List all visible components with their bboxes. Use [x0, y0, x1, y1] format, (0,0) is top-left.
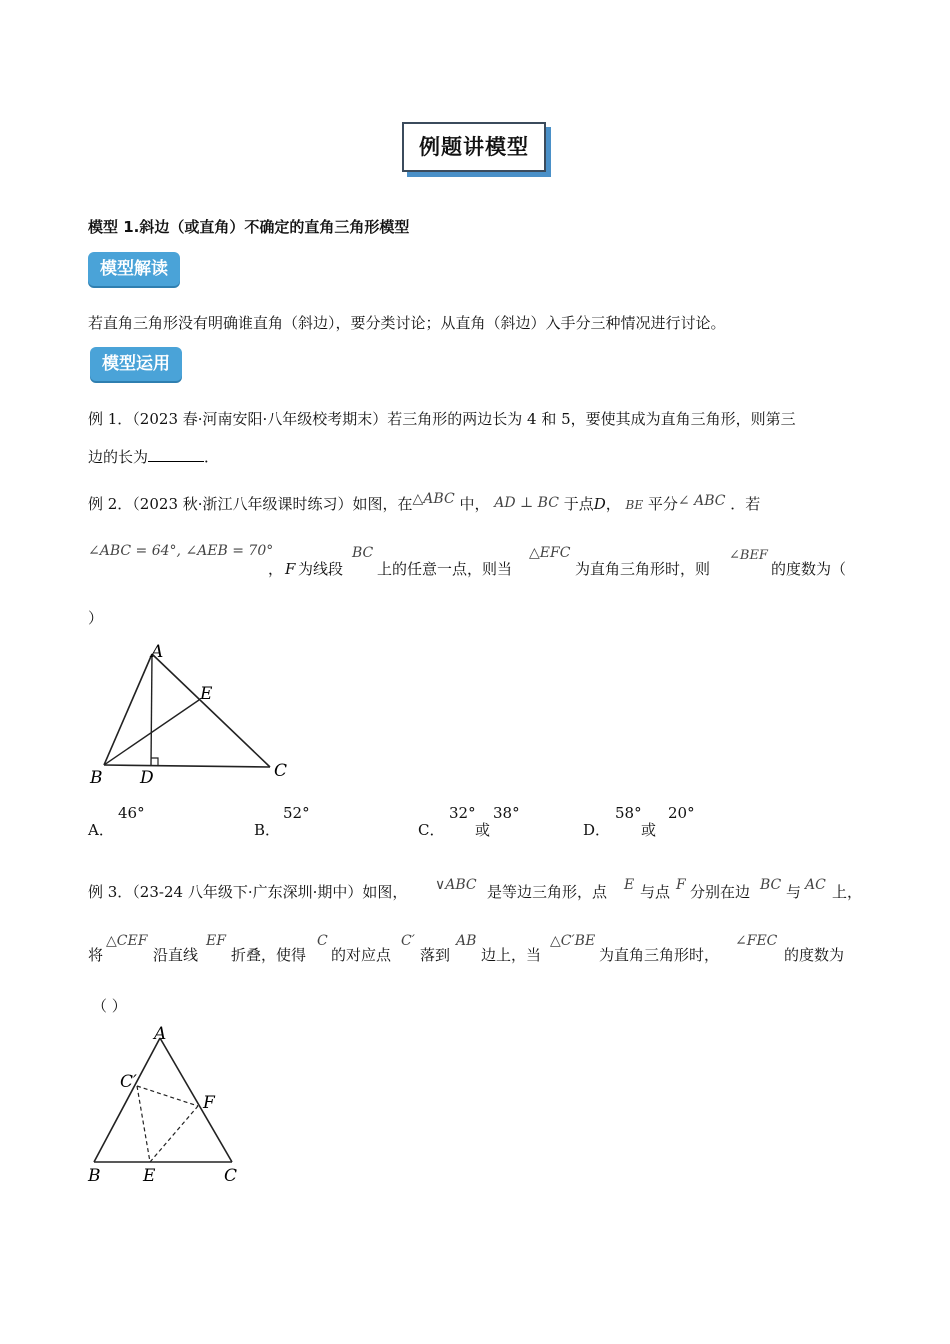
ex3-math-ef: EF: [206, 933, 226, 949]
ex3-answer-paren: （ ）: [92, 997, 127, 1015]
ex3-text: 折叠，使得: [231, 946, 307, 964]
ex2-math-angle-abc: ∠ ABC: [677, 493, 726, 509]
ex3-math-triangle: ∨ABC: [435, 877, 477, 893]
ex3-math-cef: △CEF: [106, 933, 148, 949]
fig3-label-e: E: [143, 1166, 156, 1186]
ex3-text: 例 3．（23-24 八年级下·广东深圳·期中）如图，: [88, 883, 408, 901]
ex3-text: 与点: [640, 883, 671, 901]
option-a-value: 46°: [118, 804, 145, 822]
fig-dashed-ef: [150, 1106, 198, 1162]
ex2-math-ad-perp: AD ⊥ BC: [494, 495, 559, 511]
ex3-figure: [85, 1024, 255, 1189]
ex2-text: 为直角三角形时，则: [575, 560, 711, 578]
option-d-label[interactable]: D．: [583, 821, 611, 839]
fig3-label-a: A: [154, 1024, 167, 1044]
ex3-math-cbe: △C′BE: [550, 933, 596, 949]
ex2-text: ，: [605, 495, 621, 513]
ex2-text: 例 2．（2023 秋·浙江八年级课时练习）如图，在: [88, 495, 413, 513]
ex2-math-bc: BC: [352, 545, 374, 561]
ex3-text: 是等边三角形，点: [487, 883, 608, 901]
fig-dashed-c2e: [137, 1086, 150, 1162]
ex3-math-e: E: [624, 877, 635, 893]
fig-label-a: A: [151, 642, 164, 662]
fig3-label-c: C: [224, 1166, 238, 1186]
fig3-label-b: B: [88, 1166, 101, 1186]
ex3-text: 沿直线: [153, 946, 199, 964]
ex3-text: 将: [88, 946, 104, 964]
ex3-text: 与: [786, 883, 802, 901]
fig-label-e: E: [200, 684, 213, 704]
section-title: 例题讲模型: [419, 135, 529, 159]
ex2-text: 中，: [459, 495, 490, 513]
option-d-or: 或: [641, 821, 657, 839]
fig3-label-f: F: [203, 1093, 215, 1113]
option-b-value: 52°: [283, 804, 310, 822]
ex3-math-fec: ∠FEC: [735, 933, 778, 949]
ex2-math-d: D: [593, 495, 606, 513]
option-a-label[interactable]: A．: [88, 821, 114, 839]
badge-model-explain: 模型解读: [88, 252, 180, 286]
section-title-box: [402, 122, 546, 172]
ex1-answer-blank: [148, 447, 204, 462]
ex3-text: 分别在边: [690, 883, 751, 901]
ex2-line1: [88, 491, 761, 515]
model-heading: 模型 1.斜边（或直角）不确定的直角三角形模型: [88, 218, 410, 236]
fig3-label-c-prime: C′: [120, 1072, 137, 1092]
ex2-math-f: F: [285, 560, 296, 578]
fig-line-ab: [94, 1038, 160, 1162]
ex2-text: 上的任意一点，则当: [377, 560, 513, 578]
ex2-math-bef: ∠BEF: [729, 548, 768, 563]
ex1-line2-post: ．: [204, 448, 220, 466]
explain-text: 若直角三角形没有明确谁直角（斜边），要分类讨论；从直角（斜边）入手分三种情况进行讨论。: [88, 314, 726, 332]
fig-line-bc: [104, 765, 270, 767]
ex3-text: 边上，当: [481, 946, 542, 964]
ex2-text: 平分: [647, 495, 678, 513]
ex3-math-c: C: [317, 933, 328, 949]
ex3-text: 的对应点: [331, 946, 392, 964]
ex2-math-triangle: △ABC: [412, 491, 455, 507]
ex3-math-c-prime: C′: [401, 933, 415, 949]
option-b-label[interactable]: B．: [254, 821, 281, 839]
ex2-math-be: BE: [625, 498, 644, 512]
ex3-text: 的度数为: [784, 946, 845, 964]
fig-label-d: D: [140, 768, 154, 788]
ex3-math-bc: BC: [760, 877, 782, 893]
ex2-text: 为线段: [298, 560, 344, 578]
ex2-math-angles: ∠ABC = 64°, ∠AEB = 70°: [88, 543, 274, 559]
ex3-math-ac: AC: [805, 877, 826, 893]
ex3-math-ab: AB: [456, 933, 477, 949]
ex1-line1: 例 1．（2023 春·河南安阳·八年级校考期末）若三角形的两边长为 4 和 5，要使其成为直角三角形，则第三: [88, 410, 796, 428]
fig-line-ad: [151, 654, 152, 766]
ex3-text: 落到: [420, 946, 451, 964]
ex3-math-f: F: [676, 877, 686, 893]
fig-line-ac: [160, 1038, 232, 1162]
fig-label-c: C: [274, 761, 288, 781]
fig-label-b: B: [90, 768, 103, 788]
option-d-value1: 58°: [615, 804, 642, 822]
fig-line-ac: [152, 654, 270, 767]
option-d-value2: 20°: [668, 804, 695, 822]
ex2-figure: [85, 640, 305, 790]
badge-model-apply: 模型运用: [90, 347, 182, 381]
option-c-label[interactable]: C．: [418, 821, 445, 839]
option-c-value2: 38°: [493, 804, 520, 822]
ex3-text: 上，: [832, 883, 863, 901]
ex1-line2-pre: 边的长为: [88, 448, 149, 466]
option-c-value1: 32°: [449, 804, 476, 822]
ex2-text: ，: [268, 560, 284, 578]
ex2-text: ．若: [730, 495, 761, 513]
ex1-line2: [88, 447, 219, 467]
ex2-math-efc: △EFC: [529, 545, 571, 561]
option-c-or: 或: [475, 821, 491, 839]
ex2-text: 于点: [563, 495, 594, 513]
ex2-text: 的度数为（: [771, 560, 847, 578]
ex2-text: ）: [88, 609, 104, 627]
ex3-text: 为直角三角形时，: [599, 946, 720, 964]
